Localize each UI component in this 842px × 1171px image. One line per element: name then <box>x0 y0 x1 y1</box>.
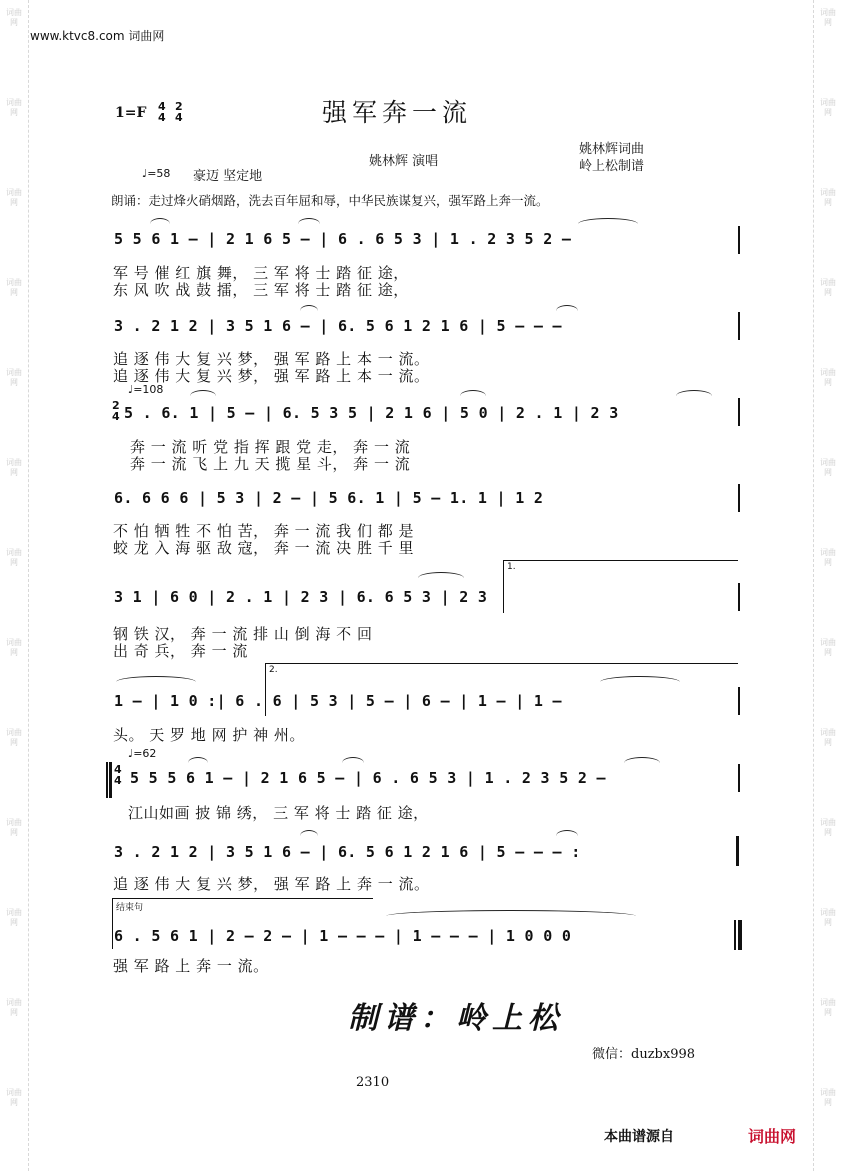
tempo-marking: ♩=58 <box>142 167 171 180</box>
watermark-text: 词曲网 <box>6 368 22 387</box>
staff-notes: 3 . 2 1 2 | 3 5 1 6 – | 6. 5 6 1 2 1 6 | 5 – – – <box>114 317 562 335</box>
slur <box>342 757 364 769</box>
watermark-text: 词曲网 <box>820 278 836 297</box>
barline <box>738 484 740 512</box>
slur <box>300 830 318 842</box>
watermark-text: 词曲网 <box>820 458 836 477</box>
lyric-line: 江山如画 披 锦 绣， 三 军 将 士 踏 征 途， <box>128 804 429 822</box>
watermark-text: 词曲网 <box>820 98 836 117</box>
watermark-text: 词曲网 <box>820 368 836 387</box>
volta-bracket-1 <box>503 560 738 613</box>
repeat-end-barline <box>736 836 739 866</box>
lyric-line: 钢 铁 汉， 奔 一 流 排 山 倒 海 不 回 <box>113 625 373 643</box>
watermark-text: 词曲网 <box>820 908 836 927</box>
site-url: www.ktvc8.com 词曲网 <box>30 29 165 43</box>
lyric-line: 追 逐 伟 大 复 兴 梦， 强 军 路 上 本 一 流。 <box>113 367 430 385</box>
transcriber-signature: 制谱：岭上松 <box>348 1001 564 1036</box>
left-watermark-strip <box>0 0 29 1171</box>
page-number: 2310 <box>356 1075 390 1090</box>
lyricist-composer: 姚林辉词曲 <box>579 142 645 157</box>
volta-label: 2. <box>269 665 278 675</box>
source-brand[interactable]: 词曲网 <box>748 1127 797 1146</box>
watermark-text: 词曲网 <box>6 188 22 207</box>
watermark-text: 词曲网 <box>6 818 22 837</box>
watermark-text: 词曲网 <box>6 908 22 927</box>
lyric-line: 强 军 路 上 奔 一 流。 <box>113 957 269 975</box>
tempo-marking: ♩=108 <box>128 383 164 396</box>
staff-notes: 5 5 6 1 – | 2 1 6 5 – | 6 . 6 5 3 | 1 . 2 3 5 2 – <box>114 230 572 248</box>
barline <box>738 398 740 426</box>
time-numerator: 2 <box>112 399 120 412</box>
watermark-text: 词曲网 <box>820 1088 836 1107</box>
time-denominator: 4 <box>158 111 166 124</box>
watermark-text: 词曲网 <box>6 98 22 117</box>
slur <box>578 218 638 230</box>
time-numerator: 2 <box>175 100 183 113</box>
barline <box>738 312 740 340</box>
watermark-text: 词曲网 <box>820 548 836 567</box>
watermark-text: 词曲网 <box>820 998 836 1017</box>
staff-notes: 6 . 5 6 1 | 2 – 2 – | 1 – – – | 1 – – – | 1 0 0 0 <box>114 927 572 945</box>
time-signature-4-4 <box>158 101 166 123</box>
expression-marking: 豪迈 坚定地 <box>193 169 263 184</box>
slur <box>190 390 216 402</box>
staff-notes: 6. 6 6 6 | 5 3 | 2 – | 5 6. 1 | 5 – 1. 1 | 1 2 <box>114 489 544 507</box>
lyric-line: 不 怕 牺 牲 不 怕 苦， 奔 一 流 我 们 都 是 <box>113 522 414 540</box>
slur <box>298 218 320 230</box>
watermark-text: 词曲网 <box>6 278 22 297</box>
barline <box>738 764 740 792</box>
barline <box>738 583 740 611</box>
tie <box>386 910 636 922</box>
slur <box>624 757 660 769</box>
lyric-line: 追 逐 伟 大 复 兴 梦， 强 军 路 上 本 一 流。 <box>113 350 430 368</box>
ending-label: 结束句 <box>116 903 144 913</box>
tempo-marking: ♩=62 <box>128 747 157 760</box>
slur <box>418 572 464 584</box>
final-barline <box>738 920 742 950</box>
time-denominator: 4 <box>112 410 120 423</box>
tie <box>116 676 196 688</box>
staff-notes: 1 – | 1 0 :| 6 . 6 | 5 3 | 5 – | 6 – | 1 – | 1 – <box>114 692 562 710</box>
watermark-text: 词曲网 <box>820 8 836 27</box>
watermark-text: 词曲网 <box>820 188 836 207</box>
barline <box>738 226 740 254</box>
time-denominator: 4 <box>175 111 183 124</box>
slur <box>188 757 208 769</box>
slur <box>150 218 170 230</box>
watermark-text: 词曲网 <box>820 728 836 747</box>
slur <box>676 390 712 402</box>
slur <box>300 305 318 317</box>
barline <box>738 687 740 715</box>
lyric-line: 出 奇 兵， 奔 一 流 <box>113 642 248 660</box>
watermark-text: 词曲网 <box>6 458 22 477</box>
watermark-text: 词曲网 <box>6 548 22 567</box>
time-signature-2-4 <box>175 101 183 123</box>
right-watermark-strip <box>813 0 842 1171</box>
lyric-line: 奔 一 流 听 党 指 挥 跟 党 走， 奔 一 流 <box>130 438 411 456</box>
final-barline <box>734 920 736 950</box>
performer: 姚林辉 演唱 <box>369 154 439 169</box>
watermark-text: 词曲网 <box>6 1088 22 1107</box>
watermark-text: 词曲网 <box>6 8 22 27</box>
staff-notes: 5 . 6. 1 | 5 – | 6. 5 3 5 | 2 1 6 | 5 0 | 2 . 1 | 2 3 <box>124 404 619 422</box>
source-label: 本曲谱源自 <box>604 1129 674 1145</box>
transcriber: 岭上松制谱 <box>579 159 645 174</box>
slur <box>556 305 578 317</box>
time-signature-4-4 <box>114 764 122 786</box>
slur <box>460 390 486 402</box>
slur <box>556 830 578 842</box>
lyric-line: 奔 一 流 飞 上 九 天 揽 星 斗， 奔 一 流 <box>130 455 411 473</box>
time-denominator: 4 <box>114 774 122 787</box>
watermark-text: 词曲网 <box>6 638 22 657</box>
watermark-text: 词曲网 <box>6 728 22 747</box>
time-numerator: 4 <box>158 100 166 113</box>
recitation-line: 朗诵：走过烽火硝烟路，洗去百年屈和辱，中华民族谋复兴，强军路上奔一流。 <box>111 193 549 208</box>
lyric-line: 头。 天 罗 地 网 护 神 州。 <box>113 726 305 744</box>
lyric-line: 蛟 龙 入 海 驱 敌 寇， 奔 一 流 决 胜 千 里 <box>113 539 414 557</box>
watermark-text: 词曲网 <box>820 638 836 657</box>
staff-notes: 3 1 | 6 0 | 2 . 1 | 2 3 | 6. 6 5 3 | 2 3 <box>114 588 488 606</box>
repeat-start-barline <box>106 762 108 798</box>
key-signature: 1=F <box>115 105 147 121</box>
repeat-start-barline <box>109 762 112 798</box>
time-signature-2-4 <box>112 400 120 422</box>
lyric-line: 追 逐 伟 大 复 兴 梦， 强 军 路 上 奔 一 流。 <box>113 875 430 893</box>
watermark-text: 词曲网 <box>6 998 22 1017</box>
tie <box>600 676 680 688</box>
staff-notes: 5 5 5 6 1 – | 2 1 6 5 – | 6 . 6 5 3 | 1 . 2 3 5 2 – <box>130 769 606 787</box>
volta-label: 1. <box>507 562 516 572</box>
lyric-line: 军 号 催 红 旗 舞， 三 军 将 士 踏 征 途， <box>113 264 409 282</box>
wechat-contact: 微信：duzbx998 <box>592 1047 696 1062</box>
time-numerator: 4 <box>114 763 122 776</box>
song-title: 强军奔一流 <box>322 98 473 127</box>
lyric-line: 东 风 吹 战 鼓 擂， 三 军 将 士 踏 征 途， <box>113 281 409 299</box>
watermark-text: 词曲网 <box>820 818 836 837</box>
staff-notes: 3 . 2 1 2 | 3 5 1 6 – | 6. 5 6 1 2 1 6 | 5 – – – : <box>114 843 581 861</box>
